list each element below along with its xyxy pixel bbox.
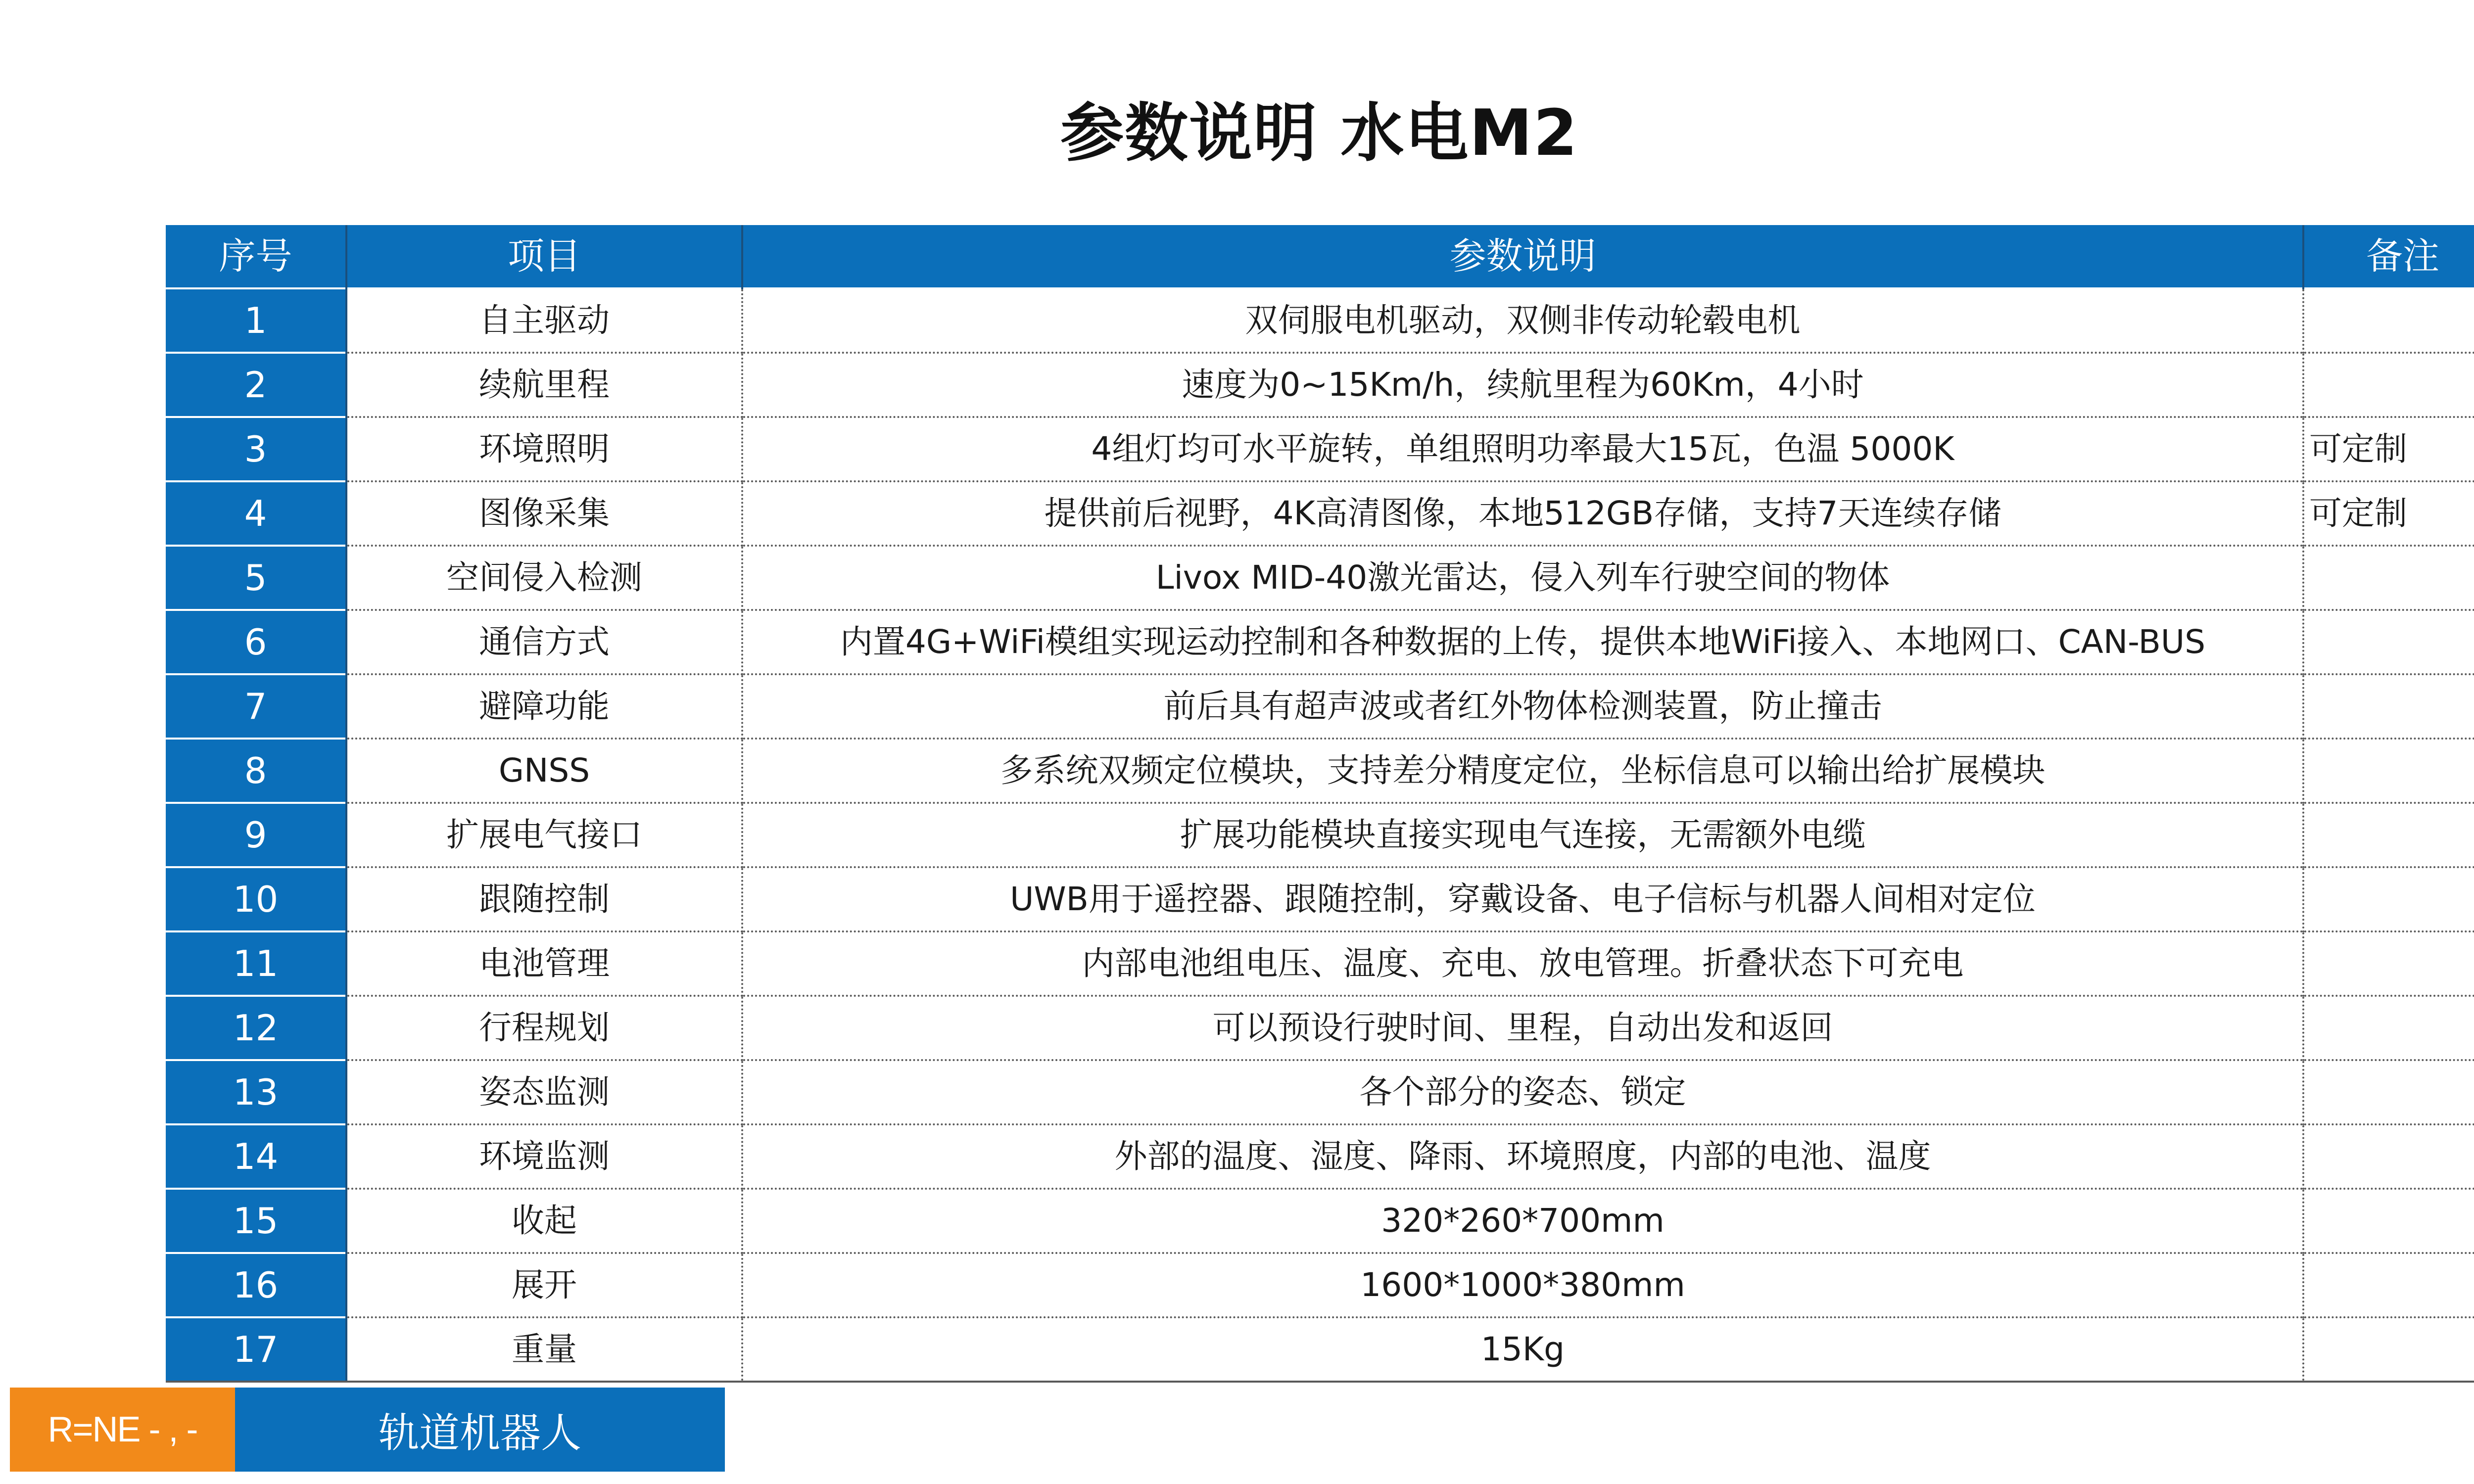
row-item-cell: 跟随控制 <box>346 867 742 931</box>
row-seq-cell: 14 <box>166 1124 346 1189</box>
table-row <box>166 674 2474 739</box>
row-note-cell <box>2303 1060 2474 1124</box>
company-logo: R=NE - , - <box>10 1388 235 1472</box>
row-item-cell: 避障功能 <box>346 674 742 739</box>
row-note-cell <box>2303 288 2474 353</box>
table-row <box>166 481 2474 546</box>
row-note-cell <box>2303 739 2474 803</box>
row-desc-cell: 外部的温度、湿度、降雨、环境照度，内部的电池、温度 <box>742 1124 2303 1189</box>
row-note-cell <box>2303 931 2474 996</box>
row-desc-cell: 内部电池组电压、温度、充电、放电管理。折叠状态下可充电 <box>742 931 2303 996</box>
row-seq-cell: 4 <box>166 481 346 546</box>
row-desc-cell: 各个部分的姿态、锁定 <box>742 1060 2303 1124</box>
table-header-row <box>166 225 2474 288</box>
row-seq-cell: 11 <box>166 931 346 996</box>
row-seq-cell: 9 <box>166 803 346 867</box>
row-desc-cell: 4组灯均可水平旋转，单组照明功率最大15瓦，色温 5000K <box>742 417 2303 481</box>
row-seq-cell: 5 <box>166 546 346 610</box>
row-note-cell <box>2303 867 2474 931</box>
row-item-cell: 姿态监测 <box>346 1060 742 1124</box>
row-seq-cell: 2 <box>166 353 346 417</box>
row-item-cell: 续航里程 <box>346 353 742 417</box>
row-item-cell: 图像采集 <box>346 481 742 546</box>
table-row <box>166 931 2474 996</box>
row-note-cell: 可定制 <box>2303 417 2474 481</box>
table-row <box>166 739 2474 803</box>
row-desc-cell: 速度为0~15Km/h，续航里程为60Km，4小时 <box>742 353 2303 417</box>
row-item-cell: 环境照明 <box>346 417 742 481</box>
table-row <box>166 1060 2474 1124</box>
table-row <box>166 1317 2474 1382</box>
row-seq-cell: 6 <box>166 610 346 674</box>
row-desc-cell: 320*260*700mm <box>742 1189 2303 1253</box>
row-item-cell: 重量 <box>346 1317 742 1382</box>
header-note: 备注 <box>2303 225 2474 288</box>
row-note-cell <box>2303 996 2474 1060</box>
row-item-cell: 收起 <box>346 1189 742 1253</box>
row-seq-cell: 13 <box>166 1060 346 1124</box>
row-note-cell <box>2303 610 2474 674</box>
table-row <box>166 867 2474 931</box>
table-row <box>166 803 2474 867</box>
row-note-cell <box>2303 674 2474 739</box>
row-note-cell <box>2303 1189 2474 1253</box>
row-item-cell: 自主驱动 <box>346 288 742 353</box>
row-note-cell <box>2303 1317 2474 1382</box>
header-desc: 参数说明 <box>742 225 2303 288</box>
table-row <box>166 417 2474 481</box>
row-desc-cell: 多系统双频定位模块，支持差分精度定位，坐标信息可以输出给扩展模块 <box>742 739 2303 803</box>
row-desc-cell: 扩展功能模块直接实现电气连接，无需额外电缆 <box>742 803 2303 867</box>
header-item: 项目 <box>346 225 742 288</box>
row-item-cell: 展开 <box>346 1253 742 1317</box>
row-item-cell: 行程规划 <box>346 996 742 1060</box>
table-row <box>166 288 2474 353</box>
footer-category-label: 轨道机器人 <box>235 1388 725 1472</box>
row-item-cell: GNSS <box>346 739 742 803</box>
table-row <box>166 1253 2474 1317</box>
row-seq-cell: 15 <box>166 1189 346 1253</box>
header-seq: 序号 <box>166 225 346 288</box>
row-desc-cell: 前后具有超声波或者红外物体检测装置，防止撞击 <box>742 674 2303 739</box>
row-seq-cell: 10 <box>166 867 346 931</box>
row-seq-cell: 16 <box>166 1253 346 1317</box>
row-seq-cell: 7 <box>166 674 346 739</box>
row-seq-cell: 12 <box>166 996 346 1060</box>
row-note-cell <box>2303 1253 2474 1317</box>
row-desc-cell: 15Kg <box>742 1317 2303 1382</box>
table-row <box>166 1189 2474 1253</box>
row-item-cell: 环境监测 <box>346 1124 742 1189</box>
row-desc-cell: 内置4G+WiFi模组实现运动控制和各种数据的上传，提供本地WiFi接入、本地网口、CAN-BUS <box>742 610 2303 674</box>
row-item-cell: 电池管理 <box>346 931 742 996</box>
row-seq-cell: 1 <box>166 288 346 353</box>
row-item-cell: 通信方式 <box>346 610 742 674</box>
table-row <box>166 996 2474 1060</box>
row-seq-cell: 8 <box>166 739 346 803</box>
table-row <box>166 546 2474 610</box>
row-desc-cell: 提供前后视野，4K高清图像，本地512GB存储，支持7天连续存储 <box>742 481 2303 546</box>
table-row <box>166 353 2474 417</box>
row-desc-cell: 双伺服电机驱动，双侧非传动轮毂电机 <box>742 288 2303 353</box>
row-desc-cell: 1600*1000*380mm <box>742 1253 2303 1317</box>
row-desc-cell: Livox MID-40激光雷达，侵入列车行驶空间的物体 <box>742 546 2303 610</box>
row-note-cell: 可定制 <box>2303 481 2474 546</box>
row-item-cell: 空间侵入检测 <box>346 546 742 610</box>
row-item-cell: 扩展电气接口 <box>346 803 742 867</box>
parameter-table <box>166 225 2474 1383</box>
table-row <box>166 610 2474 674</box>
row-note-cell <box>2303 1124 2474 1189</box>
table-row <box>166 1124 2474 1189</box>
row-seq-cell: 17 <box>166 1317 346 1382</box>
row-note-cell <box>2303 546 2474 610</box>
row-desc-cell: 可以预设行驶时间、里程，自动出发和返回 <box>742 996 2303 1060</box>
row-note-cell <box>2303 803 2474 867</box>
row-desc-cell: UWB用于遥控器、跟随控制，穿戴设备、电子信标与机器人间相对定位 <box>742 867 2303 931</box>
page-title: 参数说明 水电M2 <box>1060 96 1578 170</box>
row-note-cell <box>2303 353 2474 417</box>
row-seq-cell: 3 <box>166 417 346 481</box>
